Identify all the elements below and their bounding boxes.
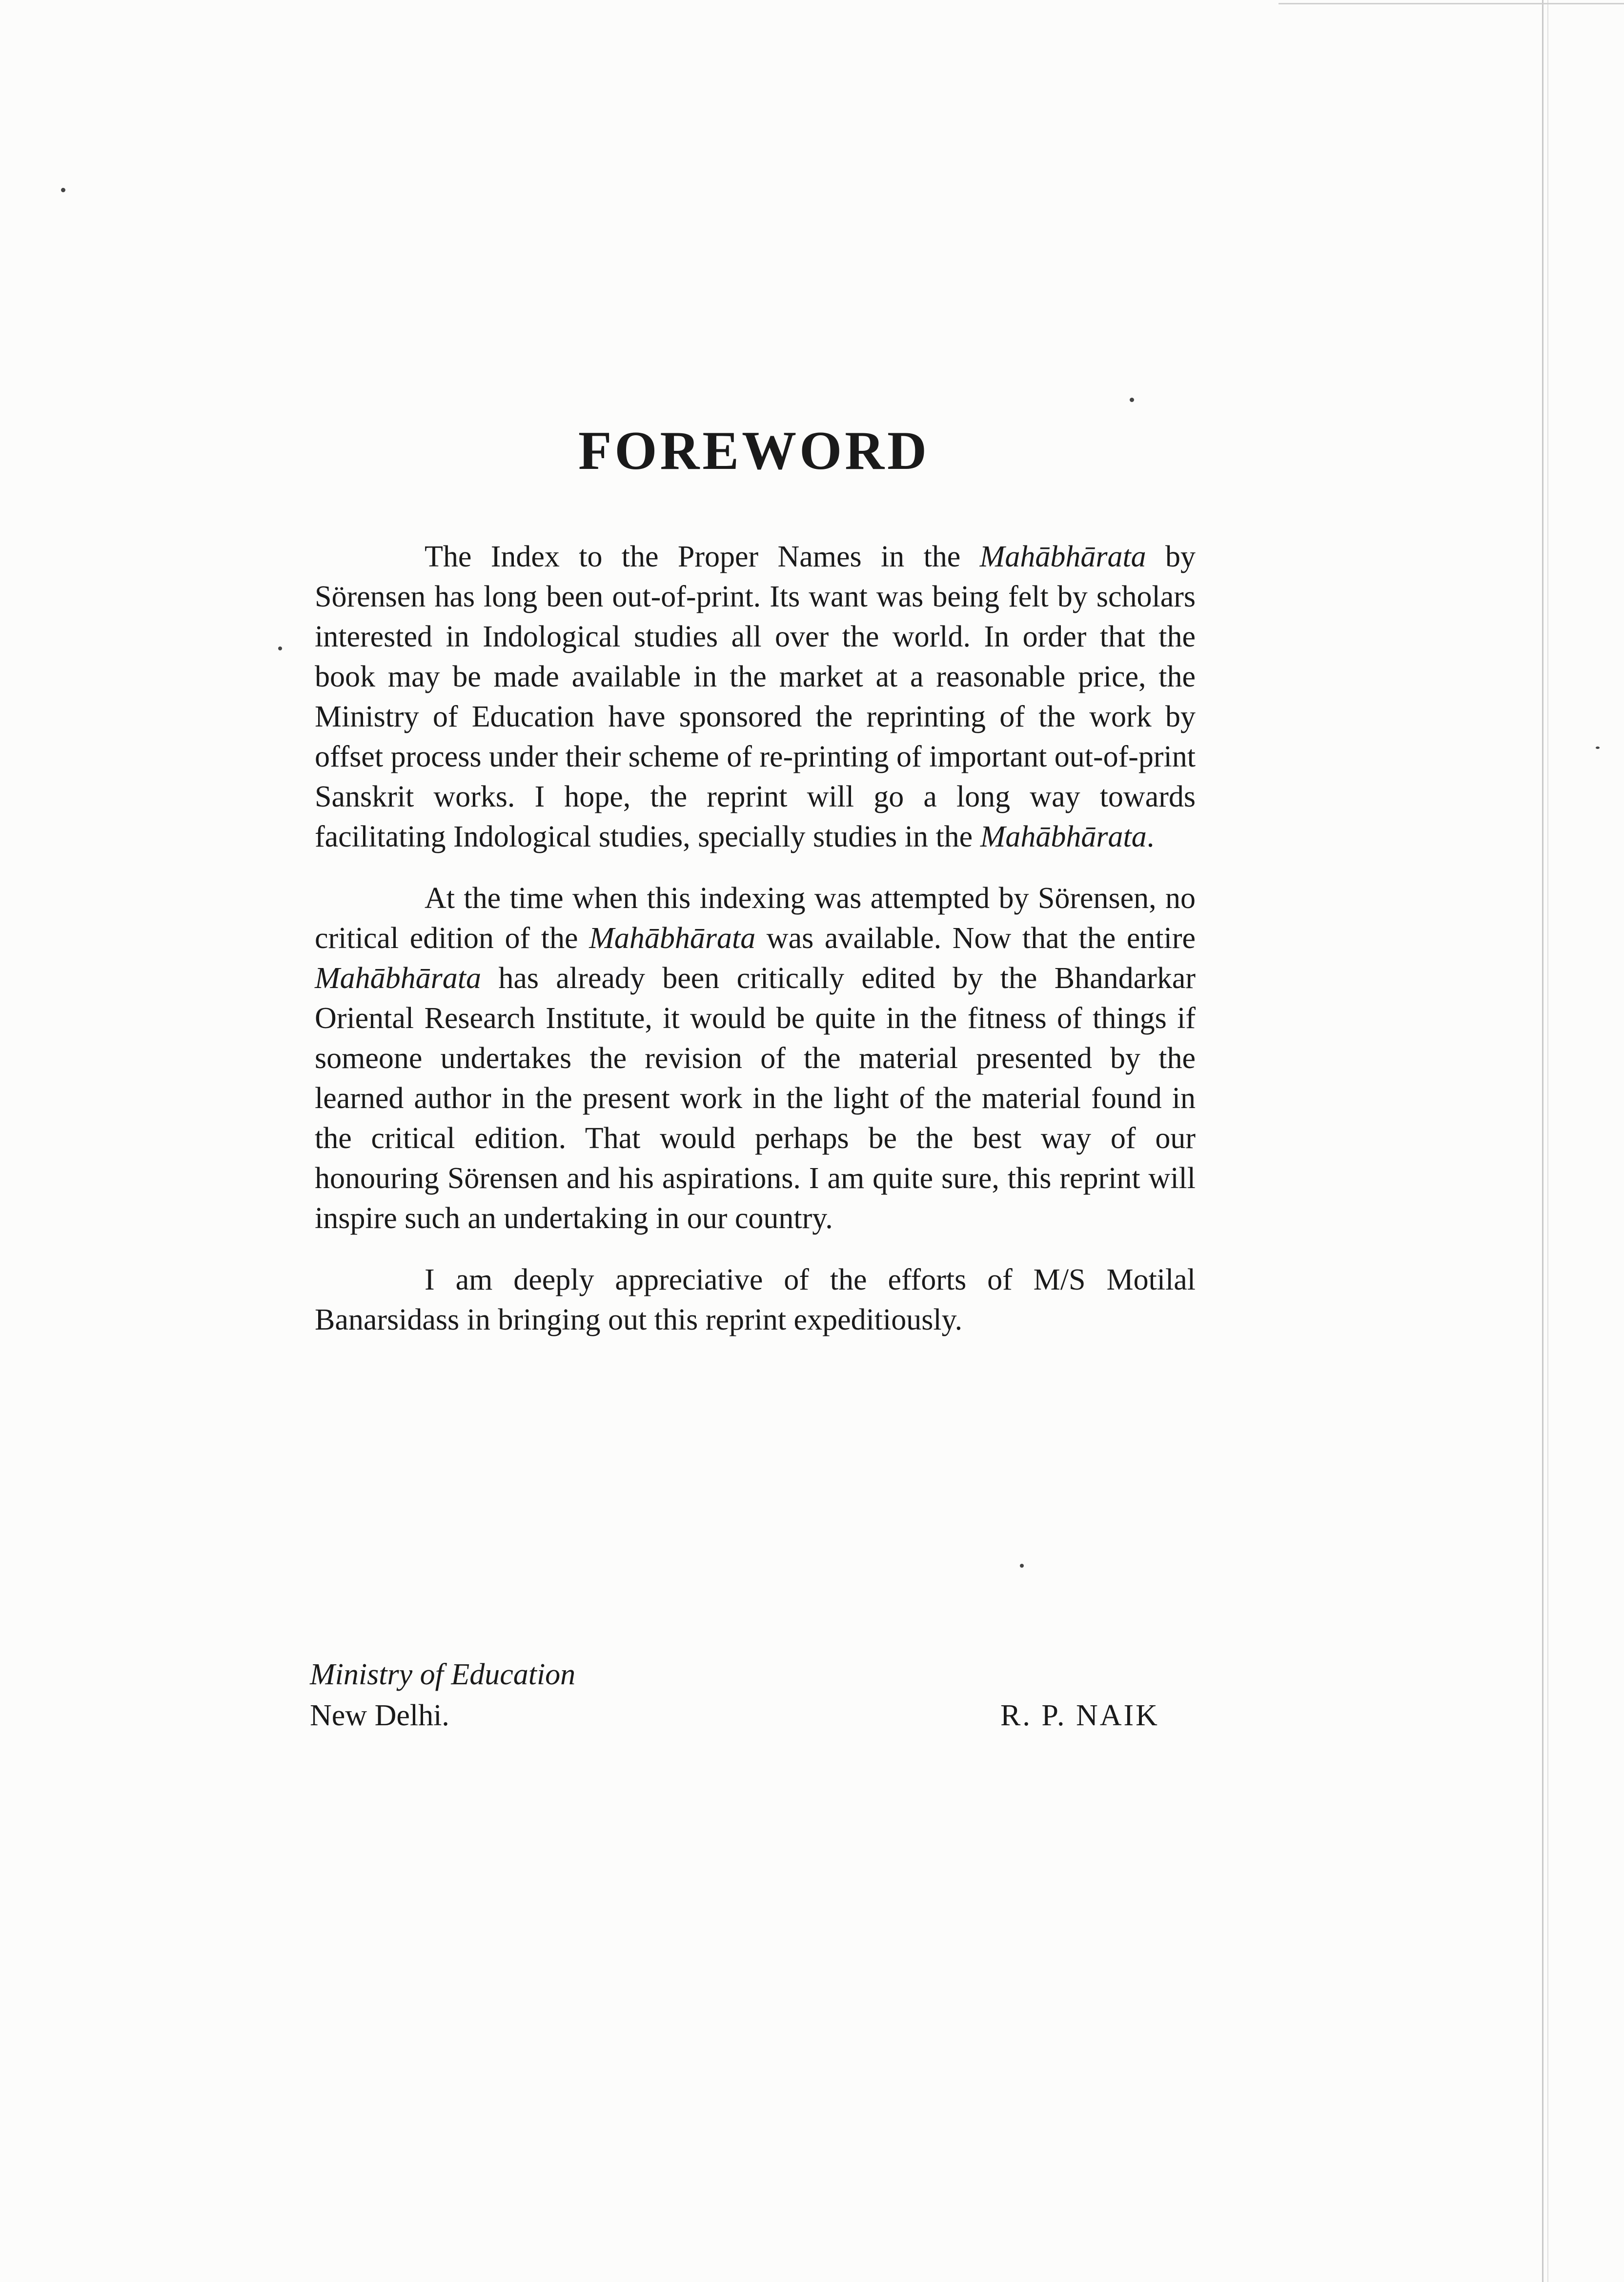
paragraph: [315, 1260, 1196, 1340]
signature-place-line1: Ministry of Education: [310, 1658, 576, 1691]
paragraph: [315, 878, 1196, 1238]
signature-name: R. P. NAIK: [1000, 1699, 1159, 1732]
paragraph-text: I am deeply appreciative of the efforts of M/S Motilal Banarsidass in bringing out this reprint expeditiously.: [315, 1263, 1196, 1336]
italic-title-text: Mahābhārata: [980, 820, 1147, 853]
scan-speck: [278, 646, 282, 650]
foreword-body: [315, 537, 1196, 1361]
scan-speck: [1130, 398, 1134, 402]
paragraph-text: by Sörensen has long been out-of-print. Its want was being felt by scholars interested in Indological studies all over the world. In order that the book may be made available in the market at a reasonable price, the Ministry of Education have sponsored the reprinting of the work by offset process under their scheme of re-printing of important out-of-print Sanskrit works. I hope, the reprint will go a long way towards facilitating Indological studies, specially studies in the: [315, 540, 1196, 853]
italic-title-text: Mahābhārata: [589, 922, 756, 955]
signature-place-line2: New Delhi.: [310, 1699, 449, 1732]
italic-title-text: Mahābhārata: [979, 540, 1146, 573]
italic-title-text: Mahābhārata: [315, 962, 481, 995]
scan-speck: [1020, 1564, 1024, 1568]
paragraph: [315, 537, 1196, 857]
paragraph-text: The Index to the Proper Names in the: [425, 540, 980, 573]
page-title: FOREWORD: [578, 421, 930, 481]
paragraph-text: has already been critically edited by the Bhandarkar Oriental Research Institute, it would be quite in the fitness of things if someone undertakes the revision of the material presented by the learned author in the present work in the light of the material found in the critical edition. That would perhaps be the best way of our honouring Sörensen and his aspirations. I am quite sure, this reprint will inspire such an undertaking in our country.: [315, 962, 1196, 1235]
paragraph-text: At the time when this indexing was attempted by Sörensen, no critical edition of the: [315, 882, 1196, 955]
scan-edge-line: [1542, 0, 1548, 2282]
scan-top-line: [1279, 3, 1624, 4]
signature-place: [310, 1654, 575, 1736]
paragraph-text: was available. Now that the entire: [755, 922, 1196, 955]
paragraph-text: .: [1146, 820, 1155, 853]
scan-speck: [1596, 747, 1600, 749]
scan-speck: [61, 188, 65, 192]
